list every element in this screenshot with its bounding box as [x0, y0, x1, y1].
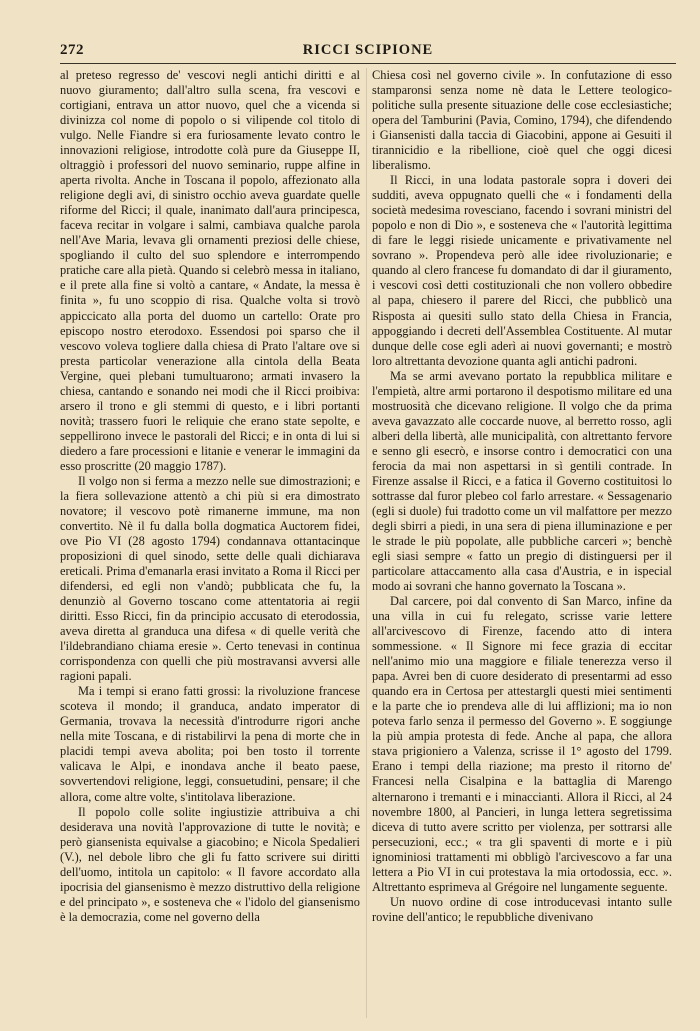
paragraph: Un nuovo ordine di cose introducevasi intanto sulle rovine dell'antico; le repubbliche divenivano — [372, 894, 672, 924]
paragraph: Il Ricci, in una lodata pastorale sopra i doveri dei sudditi, aveva oppugnato quelli che « i fondamenti della società medesima rovesciano, facendo i sovrani ministri del popolo e non di Dio », e sosteneva che « l'autorità legittima di fare le leggi risiede unicamente e privativamente nel sovrano ». Propendeva però alle idee rivoluzionarie; e quando al clero francese fu domandato di dar il giuramento, i vescovi così detti costituzionali che non vollero obbedire al papa, chiesero il parere del Ricci, che pubblicò una Risposta ai quesiti sullo stato della Chiesa in Francia, appoggiando i decreti dell'Assemblea Costituente. Al mutar dunque delle cose egli aderì ai nuovi governanti; e mostrò loro altrettanta devozione quanta agli antichi padroni. — [372, 173, 672, 368]
header-rule — [60, 63, 676, 64]
paragraph: Dal carcere, poi dal convento di San Marco, infine da una villa in cui fu relegato, scrisse varie lettere all'arcivescovo di Firenze, facendo atto di intera sommessione. « Il Signore mi fece grazia di eccitar nell'animo mio una maggiore e filiale tenerezza verso il papa. Avrei ben di cuore desiderato di presentarmi ad esso quando era in Certosa per attestargli questi miei sentimenti e la parte che io prendeva alle di lui afflizioni; ma io non poteva farlo senza il permesso del Governo ». E soggiunge la più ampia protesta di fede. Anche al papa, che allora stava prigioniero a Valenza, scrisse il 1° agosto del 1799. Erano i tempi della riazione; ma presto il ritorno de' Francesi nella Cisalpina e la battaglia di Marengo alternarono i tremanti e i minaccianti. Allora il Ricci, al 24 novembre 1800, al Pancieri, in lunga lettera segretissima diceva di tutto avere scritto per violenza, per sottrarsi alle persecuzioni, ecc.; « tra gli spaventi di morte e i più ignominiosi trattamenti mi obbligò l'arcivescovo a far una lettera a Pio VI in cui protestava la mia ortodossia, ecc. ». Altrettanto esprimeva al Grégoire nel lungamente seguente. — [372, 594, 672, 894]
paragraph: Ma se armi avevano portato la repubblica militare e l'empietà, altre armi portarono il despotismo militare ed una mostruosità che dicevano religione. Il volgo che da prima aveva gavazzato alle coccarde nuove, al berretto rosso, agli alberi della libertà, alle municipalità, con altrettanto fervore e senno gli esecrò, e insorse contro i democratici con una ferocia da mai non aspettarsi in sì gentili contrade. In Firenze assalse il Ricci, e a fatica il Governo costituitosi lo sottrasse dal furor plebeo col farlo arrestare. « Sessagenario (egli si duole) fui tradotto come un vil malfattore per mezzo degli sbirri a piedi, in una sera di piena illuminazione e per le strade le più popolate, alle pubbliche carceri »; benchè egli siasi sempre « fatto un pregio di distinguersi per il particolare attaccamento alla casa d'Austria, e in ispecial modo ai sovrani che hanno governato la Toscana ». — [372, 368, 672, 594]
paragraph: al preteso regresso de' vescovi negli antichi diritti e al nuovo giuramento; dall'altro sulla scena, fra vescovi e cortigiani, entrava un attor nuovo, quel che a vicenda si divinizza col nome di popolo o si vilipende col titolo di vulgo. Nelle Fiandre si era furiosamente levato contro le innovazioni religiose, introdotte colà pure da Giuseppe II, oltraggiò i professori del nuovo seminario, ruppe alfine in aperta rivolta. Anche in Toscana il popolo, affezionato alla religione degli avi, di sinistro occhio aveva guardate quelle riforme del Ricci; il quale, inanimato dall'aura principesca, faceva recitar in volgare i salmi, cambiava qualche parola nell'Ave Maria, levava gli ornamenti preziosi delle chiese, spogliando il culto del suo splendore e interrompendo pratiche care alla pietà. Quando si celebrò messa in italiano, e il prete alla fine si voltò a cantare, « Andate, la messa è finita », fu uno scoppio di risa. Qualche volta si trovò appiccicato alla porta del duomo un cartello: Orate pro episcopo nostro eterodoxo. Essendosi poi sparso che il vescovo voleva togliere dalla chiesa di Prato l'altare ove si presta particolar venerazione alla cintola della Beata Vergine, quei plebani tumultuarono; armati invasero la chiesa, cantando e sonando nei modi che il Ricci proibiva: arsero il trono e gli stemmi di questo, e i libri portanti novità; trassero fuori le reliquie che erano state sepolte, e seppellirono invece le pastorali del Ricci; e in onta di lui si diedero a fare processioni e litanie e venerar le immagini da esso proscritte (20 maggio 1787). — [60, 68, 360, 473]
running-title: RICCI SCIPIONE — [302, 42, 434, 58]
page-number: 272 — [60, 42, 84, 58]
paragraph: Chiesa così nel governo civile ». In confutazione di esso stamparonsi senza nome nè data le Lettere teologico-politiche sulla presente situazione delle cose ecclesiastiche; opera del Tamburini (Pavia, Comino, 1794), che difendendo i Giansenisti dalla taccia di Giacobini, appone ai Gesuiti il tirannicidio e la ribellione, cioè quel che oggi dicesi liberalismo. — [372, 68, 672, 173]
paragraph: Il volgo non si ferma a mezzo nelle sue dimostrazioni; e la fiera sollevazione attentò a chi più si era dimostrato novatore; il vescovo potè rimanerne immune, ma non convertito. Nè il fu dalla bolla dogmatica Auctorem fidei, ove Pio VI (28 agosto 1794) condannava ottantacinque proposizioni di quel sinodo, sette delle quali dichiarava ereticali. Prima d'emanarla erasi invitato a Roma il Ricci per difendersi, ed egli non v'andò; pubblicata che fu, la denunziò al Governo toscano come attentatoria ai regii diritti. Esso Ricci, fin da principio accusato di eterodossia, aveva diretta al granduca una difesa « di quelle verità che l'ildebrandiano chiama eresie ». Certo tenevasi in continua corrispondenza con quelli che più mostravansi avversi alle ragioni papali. — [60, 473, 360, 684]
left-column — [60, 68, 360, 1024]
running-header — [60, 42, 676, 62]
paragraph: Il popolo colle solite ingiustizie attribuiva a chi desiderava una novità l'approvazione di tutte le novità; e però giansenista equivalse a giacobino; e Nicola Spedalieri (V.), nel debole libro che gli fu fatto scrivere sui diritti dell'uomo, intitola un capitolo: « Il favore accordato alla ipocrisia del giansenismo è mezzo distruttivo della religione e del principato », e sosteneva che « l'idolo del giansenismo è la democrazia, come nel governo della — [60, 804, 360, 924]
column-gutter — [366, 68, 367, 1018]
paragraph: Ma i tempi si erano fatti grossi: la rivoluzione francese scoteva il mondo; il granduca, andato imperator di Germania, trovava la necessità d'introdurre rigori anche nella mite Toscana, e di ristabilirvi la pena di morte che in placidi tempi aveva abolita; poi ben tosto il torrente valicava le Alpi, e inondava anche il beato paese, sovvertendovi religione, leggi, consuetudini, pensare; il che allora, come altre volte, s'intitolava liberazione. — [60, 684, 360, 804]
right-column — [372, 68, 672, 1024]
